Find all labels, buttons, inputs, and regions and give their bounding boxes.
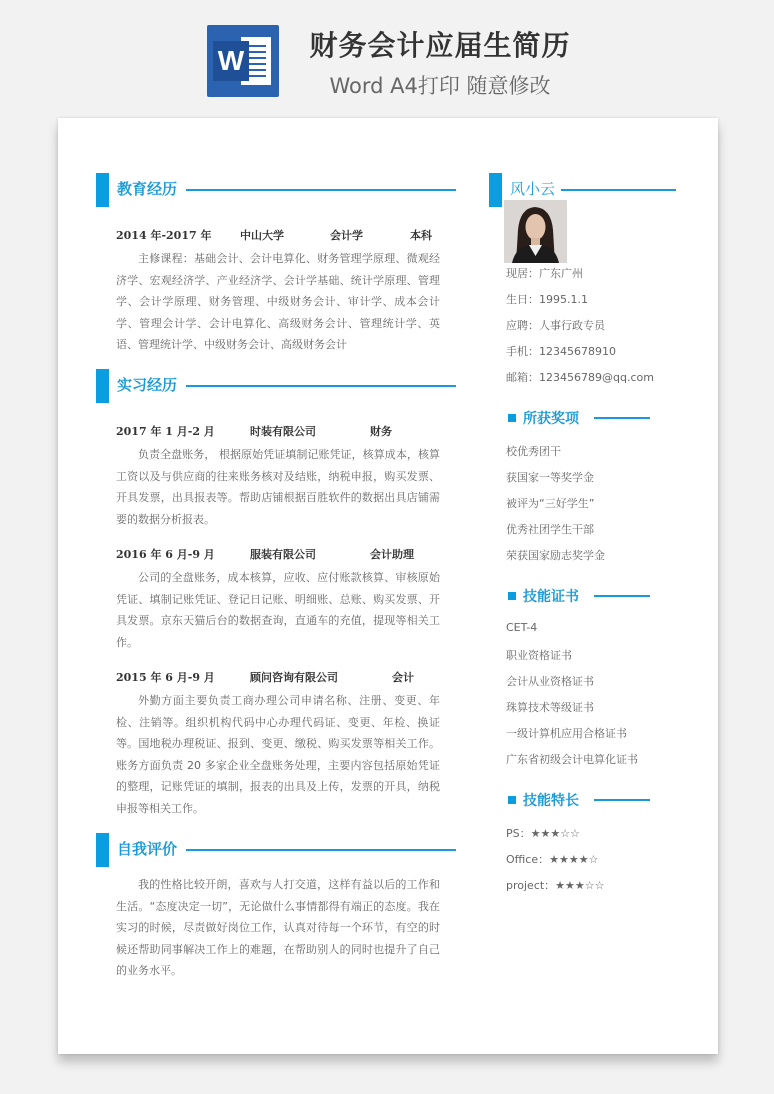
section-certs-header [506, 586, 656, 606]
internship-role: 会计助理 [370, 548, 414, 561]
internship-company: 顾问咨询有限公司 [250, 671, 338, 684]
section-marker [96, 369, 109, 403]
section-skills-header [506, 790, 656, 810]
education-school: 中山大学 [240, 229, 284, 242]
skill-rating: PS：★★★☆☆ [506, 827, 580, 840]
internship-desc: 外勤方面主要负责工商办理公司申请名称、注册、变更、年检、注销等。组织机构代码中心办理代码证、变更、年检、换证等。国地税办理税证、报到、变更、缴税、购买发票等相关工作。账务方面负责 20 多家企业全盘账务处理，主要内容包括原始凭证的整理，记账凭证的填制，报表的出具及上传，发票的开具，纳税申报等相关工作。 [116, 694, 440, 815]
education-major: 会计学 [330, 229, 363, 242]
section-marker [508, 796, 516, 804]
section-divider [594, 799, 650, 801]
cert-item: CET-4 [506, 621, 538, 634]
award-item: 被评为“三好学生” [506, 497, 595, 510]
section-divider [186, 849, 456, 851]
skill-rating: project：★★★☆☆ [506, 879, 605, 892]
education-desc: 主修课程：基础会计、会计电算化、财务管理学原理、微观经济学、宏观经济学、产业经济学、会计学基础、统计学原理、管理学、会计学原理、财务管理、中级财务会计、审计学、成本会计学、管理会计学、会计电算化、高级财务会计、管理统计学、英语、管理统计学、中级财务会计、高级财务会计 [116, 252, 440, 351]
self-eval-desc: 我的性格比较开朗，喜欢与人打交道，这样有益以后的工作和生活。“态度决定一切”，无论做什么事情都得有端正的态度。我在实习的时候，尽责做好岗位工作，认真对待每一个环节，有空的时候还帮助同事解决工作上的难题，在帮助别人的同时也提升了自己的业务水平。 [116, 878, 440, 977]
internship-period: 2017 年 1 月-2 月 [116, 425, 215, 438]
internship-desc: 负责全盘账务， 根据原始凭证填制记账凭证，核算成本，核算工资以及与供应商的往来账务核对及结账，纳税申报，购买发票、开具发票，出具报表等。帮助店铺根据百胜软件的数据出具店铺需要的数据分析报表。 [116, 448, 440, 526]
internship-period: 2016 年 6 月-9 月 [116, 548, 215, 561]
section-awards-title: 所获奖项 [523, 411, 579, 427]
internship-desc: 公司的全盘账务，成本核算，应收、应付账款核算、审核原始凭证、填制记账凭证、登记日记账、明细账、总账、购买发票、开具发票。京东天猫后台的数据查询，直通车的充值，提现等相关工作。 [116, 571, 440, 649]
section-divider [186, 189, 456, 191]
section-divider [594, 595, 650, 597]
section-certs-title: 技能证书 [523, 589, 579, 605]
page-subtitle: Word A4打印 随意修改 [329, 74, 551, 98]
section-divider [594, 417, 650, 419]
profile-name: 风小云 [510, 180, 556, 198]
section-marker [508, 592, 516, 600]
section-internship-header [96, 369, 456, 403]
profile-birth: 生日：1995.1.1 [506, 293, 588, 306]
word-letter: W [213, 41, 249, 81]
education-degree: 本科 [410, 229, 432, 242]
resume-page [58, 118, 718, 1054]
section-skills-title: 技能特长 [523, 793, 579, 809]
section-divider [561, 189, 676, 191]
word-logo-icon [207, 25, 279, 97]
internship-role: 会计 [392, 671, 414, 684]
section-awards-header [506, 408, 656, 428]
award-item: 校优秀团干 [506, 445, 561, 458]
internship-company: 服装有限公司 [250, 548, 316, 561]
section-self-eval-header [96, 833, 456, 867]
education-period: 2014 年-2017 年 [116, 229, 212, 242]
cert-item: 广东省初级会计电算化证书 [506, 753, 638, 766]
section-education-header [96, 173, 456, 207]
profile-phone: 手机：12345678910 [506, 345, 616, 358]
award-item: 获国家一等奖学金 [506, 471, 594, 484]
profile-position: 应聘：人事行政专员 [506, 319, 605, 332]
section-internship-title: 实习经历 [117, 376, 178, 394]
profile-location: 现居：广东广州 [506, 267, 583, 280]
section-marker [96, 833, 109, 867]
section-marker [489, 173, 502, 207]
page-title: 财务会计应届生简历 [309, 29, 571, 62]
section-marker [96, 173, 109, 207]
section-marker [508, 414, 516, 422]
award-item: 荣获国家励志奖学金 [506, 549, 605, 562]
section-education-title: 教育经历 [117, 180, 178, 198]
skill-rating: Office：★★★★☆ [506, 853, 599, 866]
internship-company: 时装有限公司 [250, 425, 316, 438]
profile-email: 邮箱：123456789@qq.com [506, 371, 654, 384]
section-divider [186, 385, 456, 387]
cert-item: 会计从业资格证书 [506, 675, 594, 688]
internship-role: 财务 [370, 425, 392, 438]
section-self-eval-title: 自我评价 [117, 840, 178, 858]
cert-item: 珠算技术等级证书 [506, 701, 594, 714]
award-item: 优秀社团学生干部 [506, 523, 594, 536]
cert-item: 职业资格证书 [506, 649, 572, 662]
avatar [504, 200, 567, 263]
cert-item: 一级计算机应用合格证书 [506, 727, 627, 740]
internship-period: 2015 年 6 月-9 月 [116, 671, 215, 684]
